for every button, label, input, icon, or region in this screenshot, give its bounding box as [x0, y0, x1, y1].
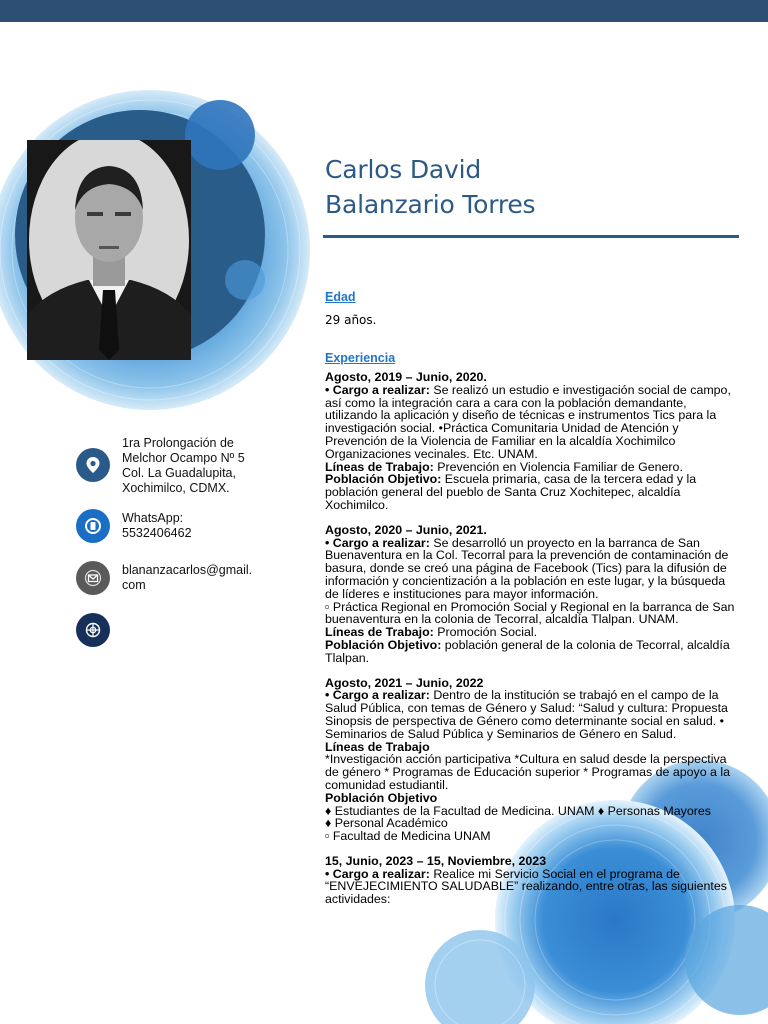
person-portrait-icon [27, 140, 191, 360]
job-entry [325, 677, 740, 843]
email-line: com [122, 578, 146, 592]
email-line: blananzacarlos@gmail. [122, 563, 253, 577]
poblacion-text: Escuela primaria, casa de la tercera edad y la población general del pueblo de Santa Cruz Xochitepec, alcaldía Xochimilco. [325, 472, 697, 512]
name-divider [323, 235, 739, 238]
poblacion-label: Población Objetivo: [325, 472, 442, 487]
job-period: Agosto, 2019 – Junio, 2020. [325, 370, 487, 384]
job-period: 15, Junio, 2023 – 15, Noviembre, 2023 [325, 853, 547, 868]
main-content [325, 290, 740, 906]
lineas-text: *Investigación acción participativa *Cultura en salud desde la perspectiva de género * Programas de Educación superior * Programas de apoyo a la comunidad estudiantil. [325, 752, 731, 792]
lineas-text: Promoción Social. [433, 625, 538, 640]
job-period: Agosto, 2020 – Junio, 2021. [325, 522, 487, 537]
edad-value: 29 años. [325, 313, 377, 327]
cargo-label: • Cargo a realizar: [325, 535, 430, 550]
cargo-label: • Cargo a realizar: [325, 688, 430, 703]
location-pin-icon [76, 448, 110, 482]
job-cargo [325, 689, 740, 740]
cargo-text: Dentro de la institución se trabajó en el campo de la Salud Pública, con temas de Género y Salud: “Salud y cultura: Propuesta Sinopsis de perspectiva de Género como determinante social en salud. • Seminarios de Salud Pública y Seminarios de Género en Salud. [325, 688, 728, 741]
address-line: 1ra Prolongación de [122, 436, 234, 450]
cargo-text: Realice mi Servicio Social en el programa de “ENVEJECIMIENTO SALUDABLE” realizando, entre otras, las siguientes actividades: [325, 866, 727, 907]
email-text[interactable] [122, 563, 282, 593]
profile-photo [27, 140, 191, 360]
poblacion-item: ♦ Personal Académico [325, 816, 448, 831]
experiencia-heading: Experiencia [325, 351, 396, 365]
job-cargo [325, 868, 740, 906]
lineas-label: Líneas de Trabajo: [325, 459, 434, 474]
edad-heading: Edad [325, 290, 356, 304]
job-poblacion [325, 473, 740, 511]
email-icon [76, 561, 110, 595]
whatsapp-label: WhatsApp: [122, 511, 184, 525]
globe-icon [76, 613, 110, 647]
job-entry [325, 524, 740, 665]
lineas-label: Líneas de Trabajo: [325, 625, 434, 640]
address-line: Xochimilco, CDMX. [122, 481, 230, 495]
job-cargo [325, 537, 740, 601]
job-cargo [325, 384, 740, 461]
cargo-text: Se desarrolló un proyecto en la barranca de San Buenaventura en la Col. Tecorral para la prevención de contaminación de basura, donde se creó una página de Facebook (Tics) para la difusión de información y concientización a la población en este lugar, y la búsqueda de líderes e instituciones para mayor información. [325, 535, 729, 601]
cargo-text: Se realizó un estudio e investigación social de campo, así como la integración cara a cara con la población demandante, utilizando la aplicación y diseño de técnicas e instrumentos Tics para la investigación social. •Práctica Comunitaria Unidad de Atención y Prevención de la Violencia de Familiar en la alcaldía Xochimilco Organizaciones vecinales. Etc. UNAM. [325, 382, 731, 461]
poblacion-item: ♦ Estudiantes de la Facultad de Medicina. UNAM ♦ Personas Mayores [325, 803, 711, 818]
job-period: Agosto, 2021 – Junio, 2022 [325, 675, 484, 690]
poblacion-text: población general de la colonia de Tecorral, alcaldía Tlalpan. [325, 637, 730, 665]
address-text [122, 436, 282, 496]
name-first-line: Carlos David [325, 155, 482, 184]
job-poblacion [325, 639, 740, 665]
whatsapp-number[interactable]: 5532406462 [122, 526, 192, 540]
job-entry [325, 371, 740, 512]
address-line: Col. La Guadalupita, [122, 466, 236, 480]
job-entry [325, 855, 740, 906]
whatsapp-icon [76, 509, 110, 543]
candidate-name [325, 152, 725, 222]
poblacion-label: Población Objetivo [325, 790, 438, 805]
name-second-line: Balanzario Torres [325, 190, 536, 219]
lineas-text: Prevención en Violencia Familiar de Genero. [433, 459, 683, 474]
whatsapp-text [122, 511, 282, 541]
lineas-label: Líneas de Trabajo [325, 739, 430, 754]
address-line: Melchor Ocampo Nº 5 [122, 451, 245, 465]
cargo-label: • Cargo a realizar: [325, 866, 430, 881]
poblacion-label: Población Objetivo: [325, 637, 442, 652]
cargo-label: • Cargo a realizar: [325, 382, 430, 397]
poblacion-item: ▫ Facultad de Medicina UNAM [325, 829, 491, 844]
job-extra: ▫ Práctica Regional en Promoción Social y Regional en la barranca de San buenaventura en la colonia de Tecorral, alcaldía Tlalpan. UNAM. [325, 599, 735, 627]
